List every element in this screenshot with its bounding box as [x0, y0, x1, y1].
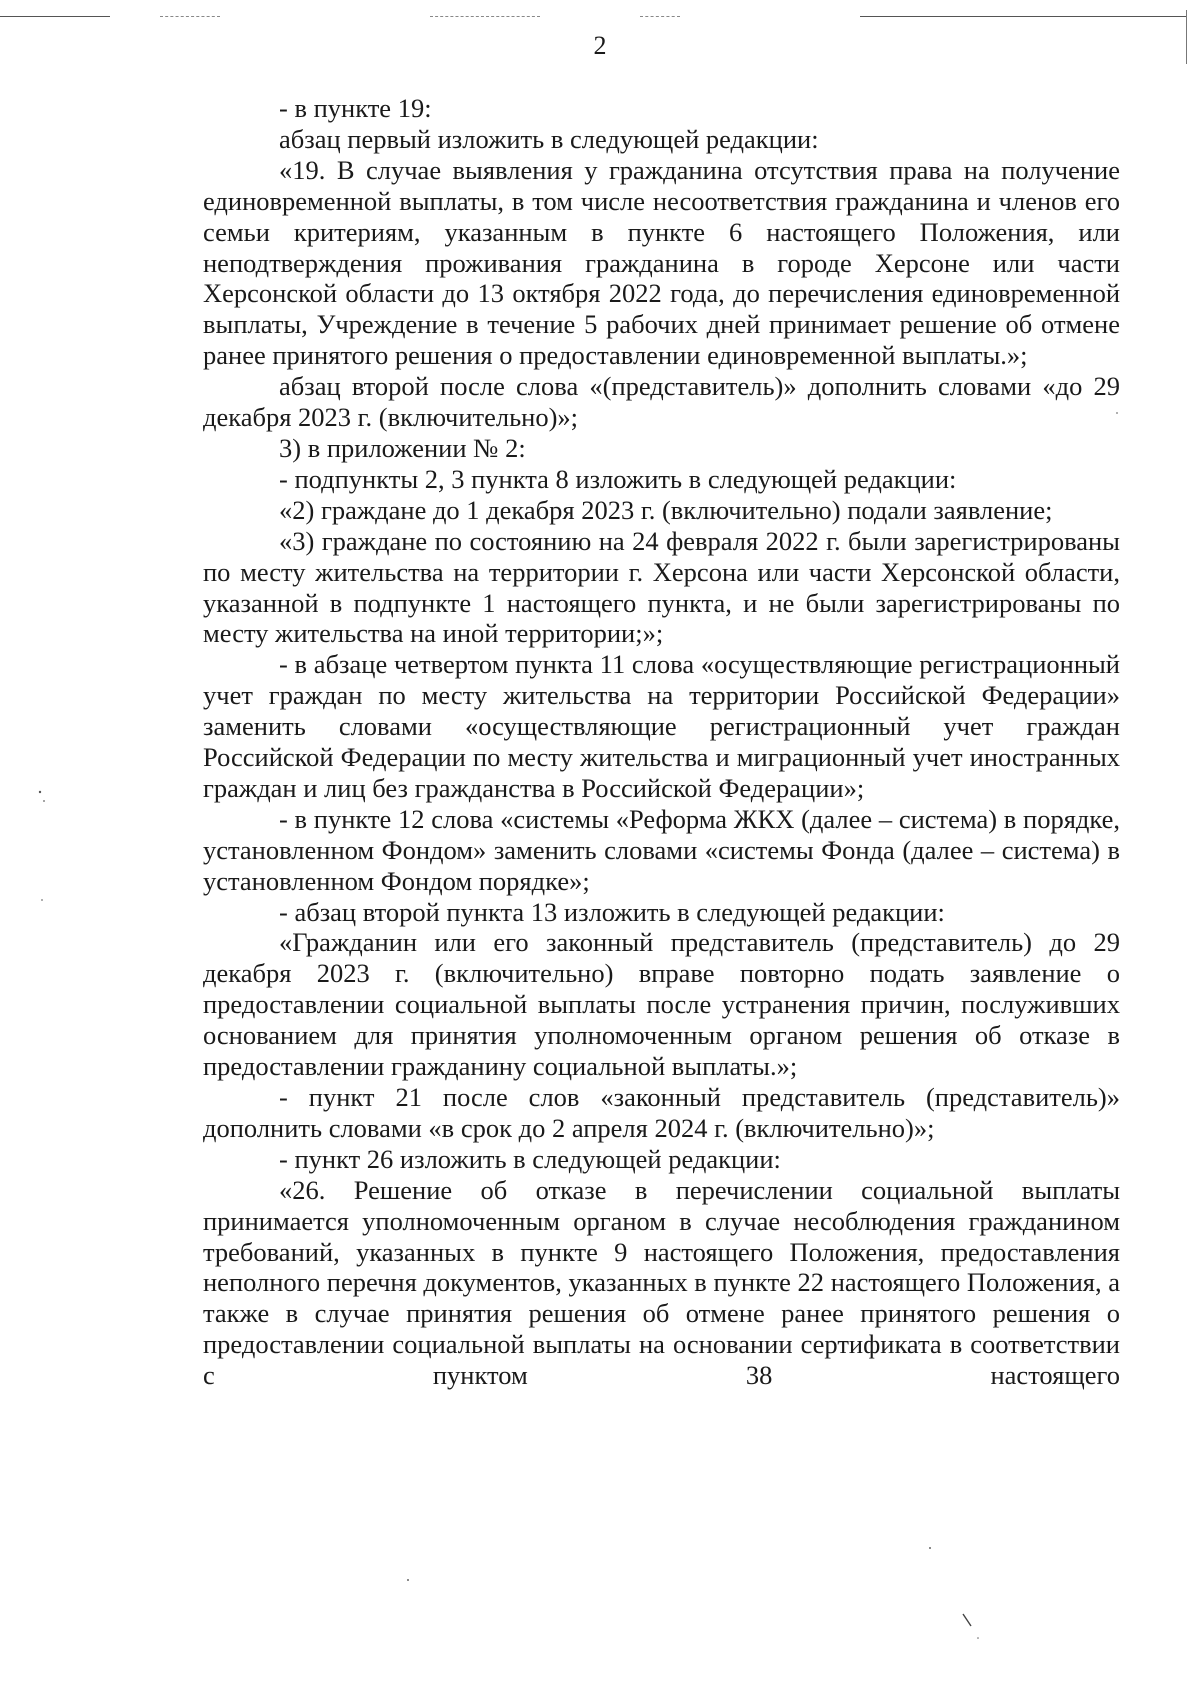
scan-artifact-line: [430, 16, 540, 18]
scan-artifact-line: [860, 16, 1186, 17]
paragraph: - в пункте 12 слова «системы «Реформа ЖКХ (далее – система) в порядке, установленном Фондом» заменить словами «системы Фонда (далее – система) в установленном Фондом порядке»;: [203, 803, 1120, 896]
document-body: [203, 93, 1120, 1391]
paragraph: абзац второй после слова «(представитель)» дополнить словами «до 29 декабря 2023 г. (включительно)»;: [203, 371, 1120, 433]
paragraph: - пункт 21 после слов «законный представитель (представитель)» дополнить словами «в срок до 2 апреля 2024 г. (включительно)»;: [203, 1082, 1120, 1143]
paragraph: - в абзаце четвертом пункта 11 слова «осуществляющие регистрационный учет граждан по месту жительства на территории Российской Федерации» заменить словами «осуществляющие регистрационный учет граждан Российской Федерации по месту жительства и миграционный учет иностранных граждан и лиц без гражданства в Российской Федерации»;: [203, 649, 1120, 803]
paragraph: 3) в приложении № 2:: [279, 432, 526, 463]
paragraph: «2) граждане до 1 декабря 2023 г. (включительно) подали заявление;: [279, 494, 1053, 525]
page-number: 2: [593, 31, 607, 60]
scan-artifact-line: [160, 16, 220, 18]
paragraph: - пункт 26 изложить в следующей редакции:: [279, 1143, 781, 1174]
paragraph: «3) граждане по состоянию на 24 февраля 2022 г. были зарегистрированы по месту жительства на территории г. Херсона или части Херсонской области, указанной в подпункте 1 настоящего пункта, и не были зарегистрированы по месту жительства на иной территории;»;: [203, 525, 1120, 649]
paragraph: - абзац второй пункта 13 изложить в следующей редакции:: [279, 896, 945, 927]
paragraph: «Гражданин или его законный представитель (представитель) до 29 декабря 2023 г. (включительно) вправе повторно подать заявление о предоставлении социальной выплаты после устранения причин, послуживших основанием для принятия уполномоченным органом решения об отказе в предоставлении гражданину социальной выплаты.»;: [203, 927, 1120, 1082]
scan-artifact-line: [0, 16, 110, 17]
scan-artifact-line: [640, 16, 680, 18]
paragraph: абзац первый изложить в следующей редакции:: [279, 123, 819, 154]
paragraph: - подпункты 2, 3 пункта 8 изложить в следующей редакции:: [279, 463, 957, 494]
paragraph: «19. В случае выявления у гражданина отсутствия права на получение единовременной выплаты, в том числе несоответствия гражданина и членов его семьи критериям, указанным в пункте 6 настоящего Положения, или неподтверждения проживания гражданина в городе Херсоне или части Херсонской области до 13 октября 2022 года, до перечисления единовременной выплаты, Учреждение в течение 5 рабочих дней принимает решение об отмене ранее принятого решения о предоставлении единовременной выплаты.»;: [203, 154, 1120, 371]
paragraph: - в пункте 19:: [279, 93, 432, 123]
paragraph: «26. Решение об отказе в перечислении социальной выплаты принимается уполномоченным органом в случае несоблюдения гражданином требований, указанных в пункте 9 настоящего Положения, предоставления неполного перечня документов, указанных в пункте 22 настоящего Положения, а также в случае принятия решения об отмене ранее принятого решения о предоставлении социальной выплаты на основании сертификата в соответствии с пунктом 38 настоящего: [203, 1174, 1120, 1391]
